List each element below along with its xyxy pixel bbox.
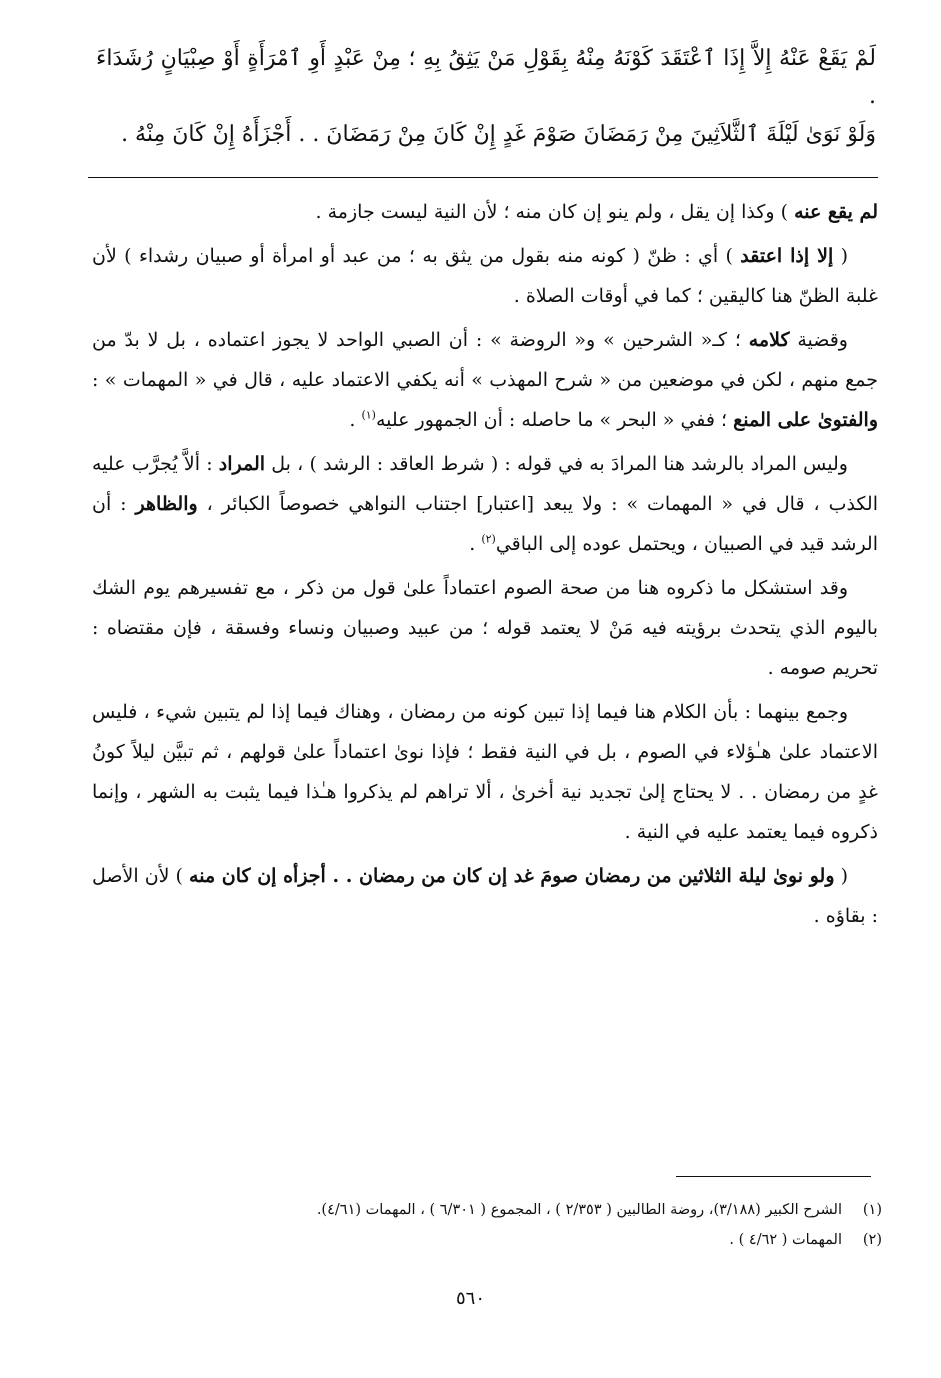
quoted-matn: إلا إذا اعتقد [740, 245, 834, 267]
footnote-2 [92, 1225, 882, 1255]
commentary-text [92, 192, 878, 940]
commentary-paragraph-5: وقد استشكل ما ذكروه هنا من صحة الصوم اعتماداً علىٰ قول من ذكر ، مع تفسيرهم يوم الشك باليوم الذي يتحدث برؤيته فيه مَنْ لا يعتمد قوله ؛ من عبيد وصبيان ونساء وفسقة ، فإن مقتضاه : تحريم صومه . [92, 577, 878, 679]
commentary-paragraph-7: ( ولو نوىٰ ليلة الثلاثين من رمضان صومَ غد إن كان من رمضان . . أجزأه إن كان منه ) لأن الأصل : بقاؤه . [92, 865, 878, 927]
quoted-matn: كلامه [748, 329, 790, 351]
footnotes [92, 1195, 882, 1255]
footnote-1 [92, 1195, 882, 1225]
footnote-text: الشرح الكبير (٣/١٨٨)، روضة الطالبين ( ٢/٣٥٣ ) ، المجموع ( ٦/٣٠١ ) ، المهمات (٤/٦١). [316, 1202, 842, 1218]
quoted-matn: لم يقع عنه [794, 201, 878, 223]
commentary-paragraph-3: وقضية كلامه ؛ كـ« الشرحين » و« الروضة » : أن الصبي الواحد لا يجوز اعتماده ، بل لا بدّ من جمع منهم ، لكن في موضعين من « شرح المهذب » أنه يكفي الاعتماد عليه ، قال في « المهمات » : والفتوىٰ على المنع ؛ ففي « البحر » ما حاصله : أن الجمهور عليه$^{(١)}$ . [92, 329, 878, 431]
commentary-paragraph-4: وليس المراد بالرشد هنا المرادَ به في قوله : ( شرط العاقد : الرشد ) ، بل المراد : ألاَّ يُجرَّب عليه الكذب ، قال في « المهمات » : ولا يبعد [اعتبار] اجتناب النواهي خصوصاً الكبائر ، والظاهر : أن الرشد قيد في الصبيان ، ويحتمل عوده إلى الباقي$^{(٢)}$ . [92, 453, 878, 555]
footnote-ref-2: (٢) [481, 532, 496, 546]
matn-line-2: وَلَوْ نَوَىٰ لَيْلَةَ ٱلثَّلاَثِينَ مِنْ رَمَضَانَ صَوْمَ غَدٍ إِنْ كَانَ مِنْ رَمَضَانَ . . أَجْزَأَهُ إِنْ كَانَ مِنْهُ . [121, 122, 876, 147]
matn-text [96, 40, 876, 154]
emphasis: والظاهر [135, 493, 198, 515]
footnote-number: (٢) [862, 1232, 882, 1248]
matn-separator-rule [88, 177, 878, 178]
footnote-separator-rule [676, 1176, 871, 1177]
commentary-paragraph-6: وجمع بينهما : بأن الكلام هنا فيما إذا تبين كونه من رمضان ، وهناك فيما إذا لم يتبين شيء ، فليس الاعتماد علىٰ هـٰؤلاء في الصوم ، بل في النية فقط ؛ فإذا نوىٰ اعتماداً علىٰ قولهم ، ثم تبيَّن ليلاً كونُ غدٍ من رمضان . . لا يحتاج إلىٰ تجديد نية أخرىٰ ، ألا تراهم لم يذكروا هـٰذا فيما يثبت به الشهر ، وإنما ذكروه فيما يعتمد عليه في النية . [92, 701, 878, 843]
footnote-ref-1: (١) [361, 408, 376, 422]
commentary-paragraph-1: لم يقع عنه ) وكذا إن يقل ، ولم ينو إن كان منه ؛ لأن النية ليست جازمة . [315, 201, 878, 223]
commentary-paragraph-2: ( إلا إذا اعتقد ) أي : ظنّ ( كونه منه بقول من يثق به ؛ من عبد أو امرأة أو صبيان رشداء ) لأن غلبة الظنّ هنا كاليقين ؛ كما في أوقات الصلاة . [92, 245, 878, 307]
quoted-matn: ولو نوىٰ ليلة الثلاثين من رمضان صومَ غد إن كان من رمضان . . أجزأه إن كان منه [189, 865, 835, 887]
matn-line-1: لَمْ يَقَعْ عَنْهُ إِلاَّ إِذَا ٱعْتَقَدَ كَوْنَهُ مِنْهُ بِقَوْلِ مَنْ يَثِقُ بِهِ ؛ مِنْ عَبْدٍ أَوِ ٱمْرَأَةٍ أَوْ صِبْيَانٍ رُشَدَاءَ . [96, 46, 876, 109]
footnote-text: المهمات ( ٤/٦٢ ) . [729, 1232, 842, 1248]
quoted-matn: المراد [218, 453, 266, 475]
page-number: ٥٦٠ [455, 1288, 485, 1309]
footnote-number: (١) [862, 1202, 882, 1218]
emphasis: والفتوىٰ على المنع [733, 409, 878, 431]
